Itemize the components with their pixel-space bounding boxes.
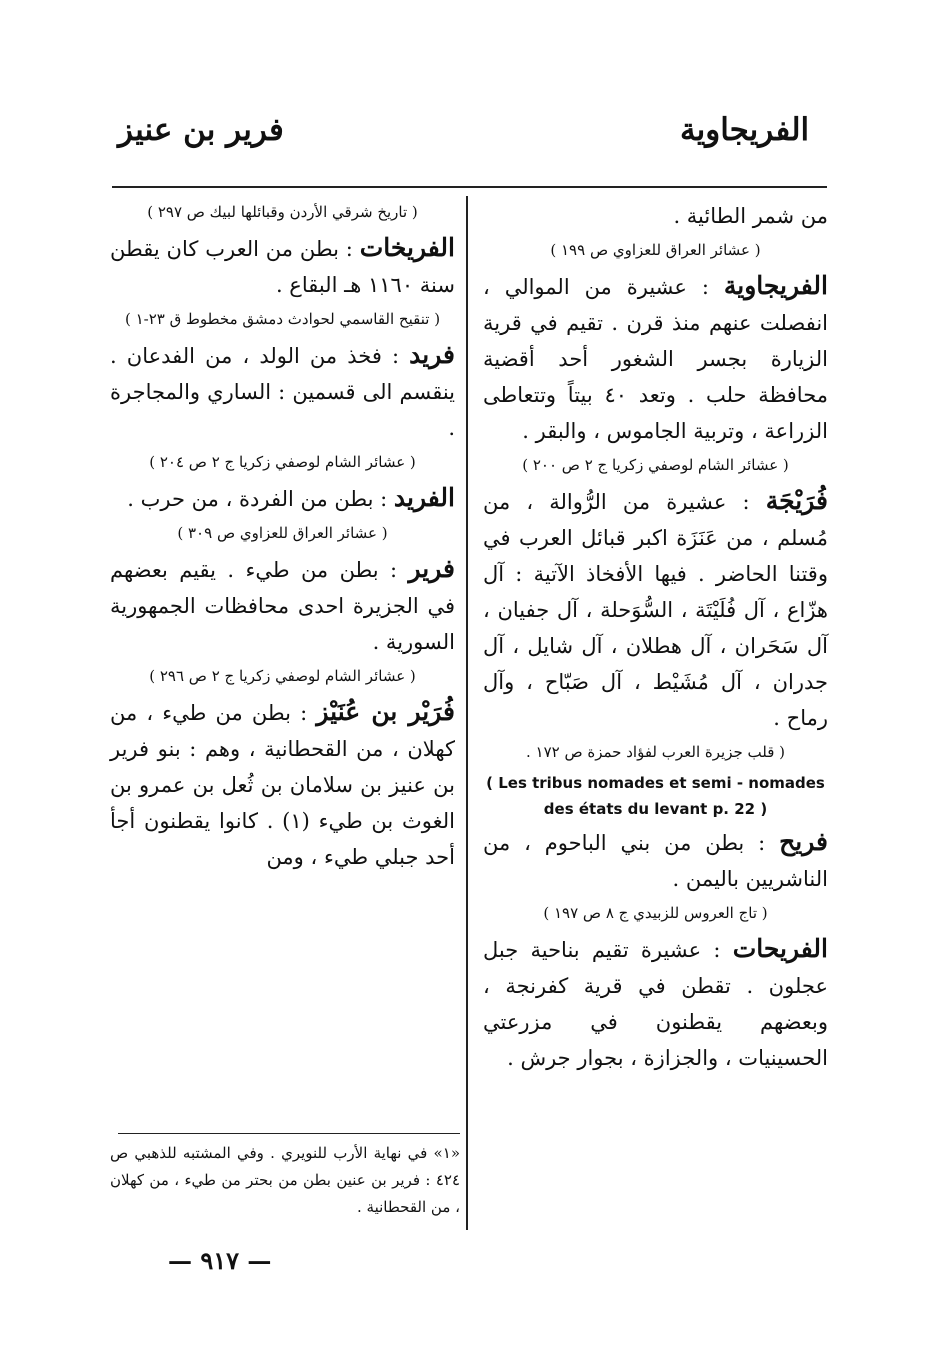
- citation: ( عشائر الشام لوصفي زكريا ج ٢ ص ٢٠٤ ): [149, 453, 416, 471]
- right-column: [483, 196, 828, 1076]
- column-divider: [466, 196, 468, 1230]
- latin-citation: ( Les tribus nomades et semi - nomades des états du levant p. 22 ): [486, 774, 825, 818]
- footnote-text: «١» في نهاية الأرب للنويري . وفي المشتبه للذهبي ص ٤٢٤ : فرير بن عنين بطن من بحتر من طيء ، من كهلان ، من القحطانية .: [110, 1144, 460, 1216]
- page-number: — ٩١٧ —: [168, 1246, 272, 1275]
- entry-term: فريد: [409, 340, 455, 369]
- entry: [483, 483, 828, 736]
- header-rule: [112, 186, 827, 188]
- citation: ( عشائر العراق للعزاوي ص ٣٠٩ ): [177, 524, 388, 542]
- entry: [110, 230, 455, 303]
- entry: [110, 694, 455, 875]
- entry-term: الفريد: [393, 483, 455, 512]
- entry-text: : عشيرة من الموالي ، انفصلت عنهم منذ قرن . تقيم في قرية الزيارة بجسر الشغور أحد أقضية محافظة حلب . وتعد ٤٠ بيتاً وتتعاطى الزراعة ، وتربية الجاموس ، والبقر .: [483, 275, 828, 443]
- citation: ( تاريخ شرقي الأردن وقبائلها لبيك ص ٢٩٧ ): [147, 203, 418, 221]
- entry-term: فُرَيْر بن عُنَيْز: [316, 697, 455, 726]
- citation: ( عشائر العراق للعزاوي ص ١٩٩ ): [550, 241, 761, 259]
- entry: [110, 337, 455, 446]
- running-head-left: فرير بن عنيز: [118, 112, 284, 148]
- entry-term: فريح: [779, 827, 828, 856]
- citation: ( تنقيح القاسمي لحوادث دمشق مخطوط ق ٢٣-١ ): [124, 310, 441, 328]
- left-column: [110, 196, 455, 875]
- entry-term: فرير: [408, 554, 455, 583]
- entry: [483, 931, 828, 1076]
- entry-text: : بطن من بني الباحوم ، من الناشريين باليمن .: [483, 831, 828, 891]
- entry-text: : بطن من العرب كان يقطن سنة ١١٦٠ هـ البقاع .: [110, 237, 455, 297]
- running-head-right: الفريجاوية: [680, 112, 810, 148]
- entry-term: فُرَيْجَة: [765, 486, 828, 515]
- entry: [110, 551, 455, 660]
- entry-text: : بطن من الفردة ، من حرب .: [127, 487, 388, 511]
- entry-text: : عشيرة من الرُّوالة ، من مُسلم ، من عَنَزَة اكبر قبائل العرب في وقتنا الحاضر . فيها الأفخاذ الآتية : آل هزّاع ، آل فُلَيْتَة ، السُّوَحلة ، آل جفيان ، آل سَحَران ، آل هطلان ، آل شايل ، آل جدران ، آل مُشَيْط ، آل صَبّاح ، وآل رماح .: [483, 490, 828, 730]
- entry-term: الفريحات: [732, 934, 828, 963]
- citation: ( تاج العروس للزبيدي ج ٨ ص ١٩٧ ): [543, 904, 768, 922]
- entry-text: : بطن من طيء ، من كهلان ، من القحطانية ، وهم : بنو فرير بن عنيز بن سلامان بن ثُعل بن عمرو بن الغوث بن طيء (١) . كانوا يقطنون أجأ أحد جبلي طيء ، ومن: [110, 701, 455, 869]
- entry-text: : عشيرة تقيم بناحية جبل عجلون . تقطن في قرية كفرنجة ، وبعضهم يقطنون في مزرعتي الحسينيات ، والجزازة ، بجوار جرش .: [483, 938, 828, 1070]
- entry: [483, 268, 828, 449]
- entry-term: الفريخات: [359, 233, 455, 262]
- citation: ( عشائر الشام لوصفي زكريا ج ٢ ص ٢٠٠ ): [522, 456, 789, 474]
- citation: ( عشائر الشام لوصفي زكريا ج ٢ ص ٢٩٦ ): [149, 667, 416, 685]
- footnote-rule: [118, 1133, 460, 1134]
- entry: [110, 480, 455, 517]
- entry: [483, 824, 828, 897]
- entry-term: الفريجاوية: [723, 271, 828, 300]
- citation: ( قلب جزيرة العرب لفؤاد حمزة ص ١٧٢ .: [525, 743, 785, 761]
- entry-text: : بطن من طيء . يقيم بعضهم في الجزيرة احدى محافظات الجمهورية السورية .: [110, 558, 455, 654]
- entry-text: : فخذ من الولد ، من الفدعان . ينقسم الى قسمين : الساري والمجاجرة .: [110, 344, 455, 440]
- continuation-text: من شمر الطائية .: [673, 204, 828, 228]
- footnote: [110, 1140, 460, 1221]
